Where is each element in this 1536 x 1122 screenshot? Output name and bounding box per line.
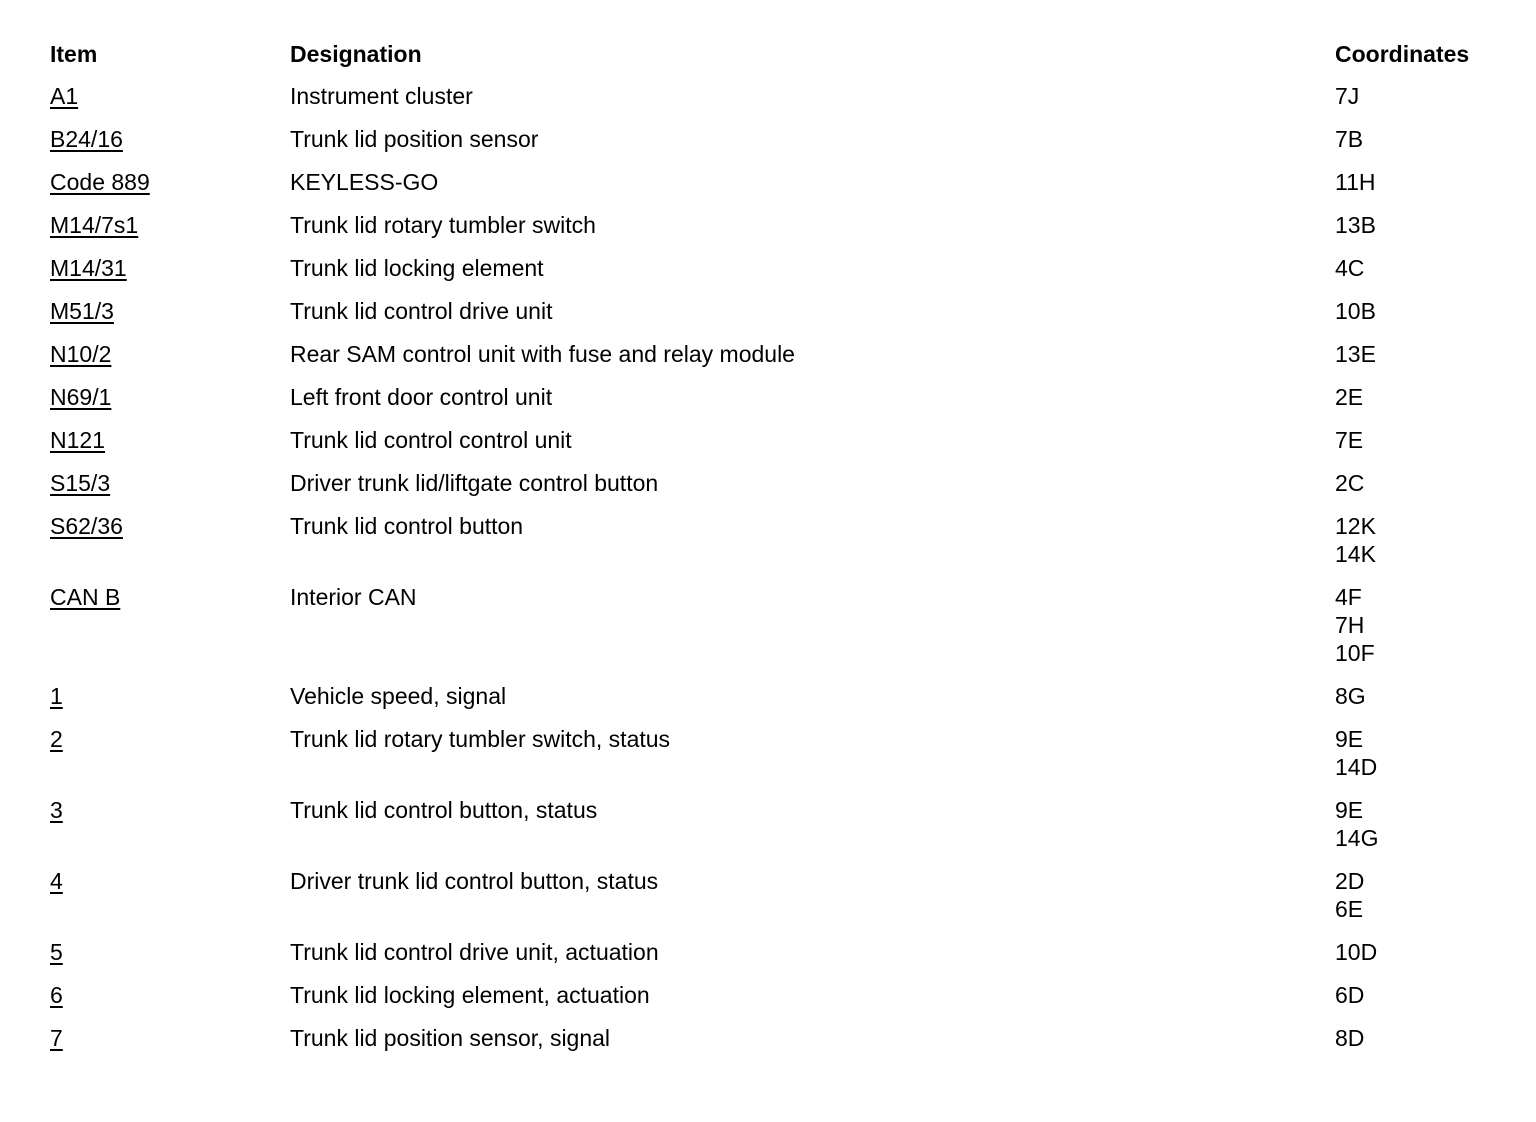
designation-cell: Left front door control unit: [290, 384, 553, 410]
coordinate-value: 7B: [1335, 126, 1364, 152]
item-link[interactable]: 2: [50, 726, 63, 752]
item-cell: [50, 254, 290, 282]
table-row: [50, 297, 1500, 325]
designation-cell: Rear SAM control unit with fuse and relay module: [290, 341, 795, 367]
item-link[interactable]: M14/31: [50, 255, 127, 281]
coordinates-cell: [1335, 469, 1500, 497]
item-cell: [50, 583, 290, 667]
coordinates-cell: [1335, 725, 1500, 781]
item-link[interactable]: Code 889: [50, 169, 150, 195]
item-link[interactable]: 3: [50, 797, 63, 823]
item-link[interactable]: N10/2: [50, 341, 112, 367]
coordinate-value: 12K: [1335, 513, 1376, 539]
coordinates-cell: [1335, 1024, 1500, 1052]
item-cell: [50, 469, 290, 497]
table-row: [50, 512, 1500, 568]
table-body: [50, 82, 1500, 1052]
designation-cell: Trunk lid rotary tumbler switch: [290, 212, 596, 238]
designation-cell: KEYLESS-GO: [290, 169, 439, 195]
table-row: [50, 168, 1500, 196]
item-cell: [50, 297, 290, 325]
coordinates-cell: [1335, 426, 1500, 454]
coordinates-cell: [1335, 297, 1500, 325]
table-row: [50, 796, 1500, 852]
coordinate-value: 13E: [1335, 341, 1376, 367]
coordinate-value: 14K: [1335, 541, 1376, 567]
table-row: [50, 340, 1500, 368]
coordinate-value: 7E: [1335, 427, 1364, 453]
coordinate-value: 9E: [1335, 797, 1364, 823]
header-item: Item: [50, 41, 98, 67]
coordinate-value: 8D: [1335, 1025, 1365, 1051]
item-link[interactable]: 6: [50, 982, 63, 1008]
coordinates-cell: [1335, 168, 1500, 196]
table-row: [50, 383, 1500, 411]
item-cell: [50, 867, 290, 923]
item-cell: [50, 938, 290, 966]
item-link[interactable]: 4: [50, 868, 63, 894]
table-row: [50, 583, 1500, 667]
item-cell: [50, 168, 290, 196]
table-row: [50, 254, 1500, 282]
item-cell: [50, 512, 290, 568]
item-link[interactable]: 5: [50, 939, 63, 965]
coordinates-cell: [1335, 211, 1500, 239]
designation-cell: Interior CAN: [290, 584, 417, 610]
coordinate-value: 4C: [1335, 255, 1365, 281]
designation-cell: Trunk lid locking element, actuation: [290, 982, 650, 1008]
header-coordinates: Coordinates: [1335, 41, 1470, 67]
table-row: [50, 867, 1500, 923]
coordinates-cell: [1335, 125, 1500, 153]
item-cell: [50, 981, 290, 1009]
designation-cell: Driver trunk lid control button, status: [290, 868, 659, 894]
coordinates-cell: [1335, 796, 1500, 852]
table-row: [50, 725, 1500, 781]
designation-cell: Trunk lid control button: [290, 513, 524, 539]
table-header: [50, 40, 1500, 68]
item-cell: [50, 682, 290, 710]
coordinate-value: 2C: [1335, 470, 1365, 496]
coordinate-value: 4F: [1335, 584, 1362, 610]
coordinate-value: 10D: [1335, 939, 1378, 965]
item-link[interactable]: N121: [50, 427, 105, 453]
coordinate-value: 2D: [1335, 868, 1365, 894]
item-cell: [50, 340, 290, 368]
table-row: [50, 469, 1500, 497]
designation-cell: Trunk lid rotary tumbler switch, status: [290, 726, 671, 752]
table-row: [50, 211, 1500, 239]
item-link[interactable]: 7: [50, 1025, 63, 1051]
coordinates-cell: [1335, 383, 1500, 411]
coordinates-cell: [1335, 867, 1500, 923]
legend-table: [50, 40, 1500, 1067]
item-link[interactable]: S62/36: [50, 513, 123, 539]
designation-cell: Trunk lid control button, status: [290, 797, 598, 823]
item-cell: [50, 1024, 290, 1052]
coordinate-value: 7H: [1335, 612, 1365, 638]
table-row: [50, 981, 1500, 1009]
designation-cell: Driver trunk lid/liftgate control button: [290, 470, 659, 496]
designation-cell: Trunk lid position sensor: [290, 126, 539, 152]
coordinates-cell: [1335, 981, 1500, 1009]
item-link[interactable]: M51/3: [50, 298, 114, 324]
table-row: [50, 82, 1500, 110]
designation-cell: Trunk lid position sensor, signal: [290, 1025, 611, 1051]
item-cell: [50, 82, 290, 110]
item-cell: [50, 796, 290, 852]
coordinate-value: 13B: [1335, 212, 1376, 238]
coordinates-cell: [1335, 82, 1500, 110]
designation-cell: Trunk lid control drive unit, actuation: [290, 939, 659, 965]
item-link[interactable]: 1: [50, 683, 63, 709]
item-link[interactable]: B24/16: [50, 126, 123, 152]
item-link[interactable]: N69/1: [50, 384, 112, 410]
coordinate-value: 10B: [1335, 298, 1376, 324]
coordinates-cell: [1335, 682, 1500, 710]
coordinates-cell: [1335, 254, 1500, 282]
coordinate-value: 2E: [1335, 384, 1364, 410]
coordinate-value: 10F: [1335, 640, 1375, 666]
table-row: [50, 682, 1500, 710]
designation-cell: Trunk lid control control unit: [290, 427, 572, 453]
designation-cell: Trunk lid locking element: [290, 255, 544, 281]
coordinate-value: 14G: [1335, 825, 1379, 851]
designation-cell: Instrument cluster: [290, 83, 473, 109]
coordinate-value: 7J: [1335, 83, 1360, 109]
item-link[interactable]: CAN B: [50, 584, 121, 610]
coordinates-cell: [1335, 340, 1500, 368]
coordinate-value: 6D: [1335, 982, 1365, 1008]
header-designation: Designation: [290, 41, 422, 67]
item-link[interactable]: A1: [50, 83, 79, 109]
table-row: [50, 1024, 1500, 1052]
item-cell: [50, 725, 290, 781]
coordinates-cell: [1335, 583, 1500, 667]
table-row: [50, 125, 1500, 153]
coordinate-value: 11H: [1335, 169, 1376, 195]
item-cell: [50, 383, 290, 411]
coordinates-cell: [1335, 512, 1500, 568]
coordinate-value: 9E: [1335, 726, 1364, 752]
coordinate-value: 8G: [1335, 683, 1366, 709]
table-row: [50, 426, 1500, 454]
item-cell: [50, 211, 290, 239]
designation-cell: Vehicle speed, signal: [290, 683, 507, 709]
item-cell: [50, 426, 290, 454]
table-row: [50, 938, 1500, 966]
coordinate-value: 14D: [1335, 754, 1378, 780]
coordinates-cell: [1335, 938, 1500, 966]
designation-cell: Trunk lid control drive unit: [290, 298, 553, 324]
item-link[interactable]: S15/3: [50, 470, 111, 496]
coordinate-value: 6E: [1335, 896, 1364, 922]
item-link[interactable]: M14/7s1: [50, 212, 139, 238]
item-cell: [50, 125, 290, 153]
